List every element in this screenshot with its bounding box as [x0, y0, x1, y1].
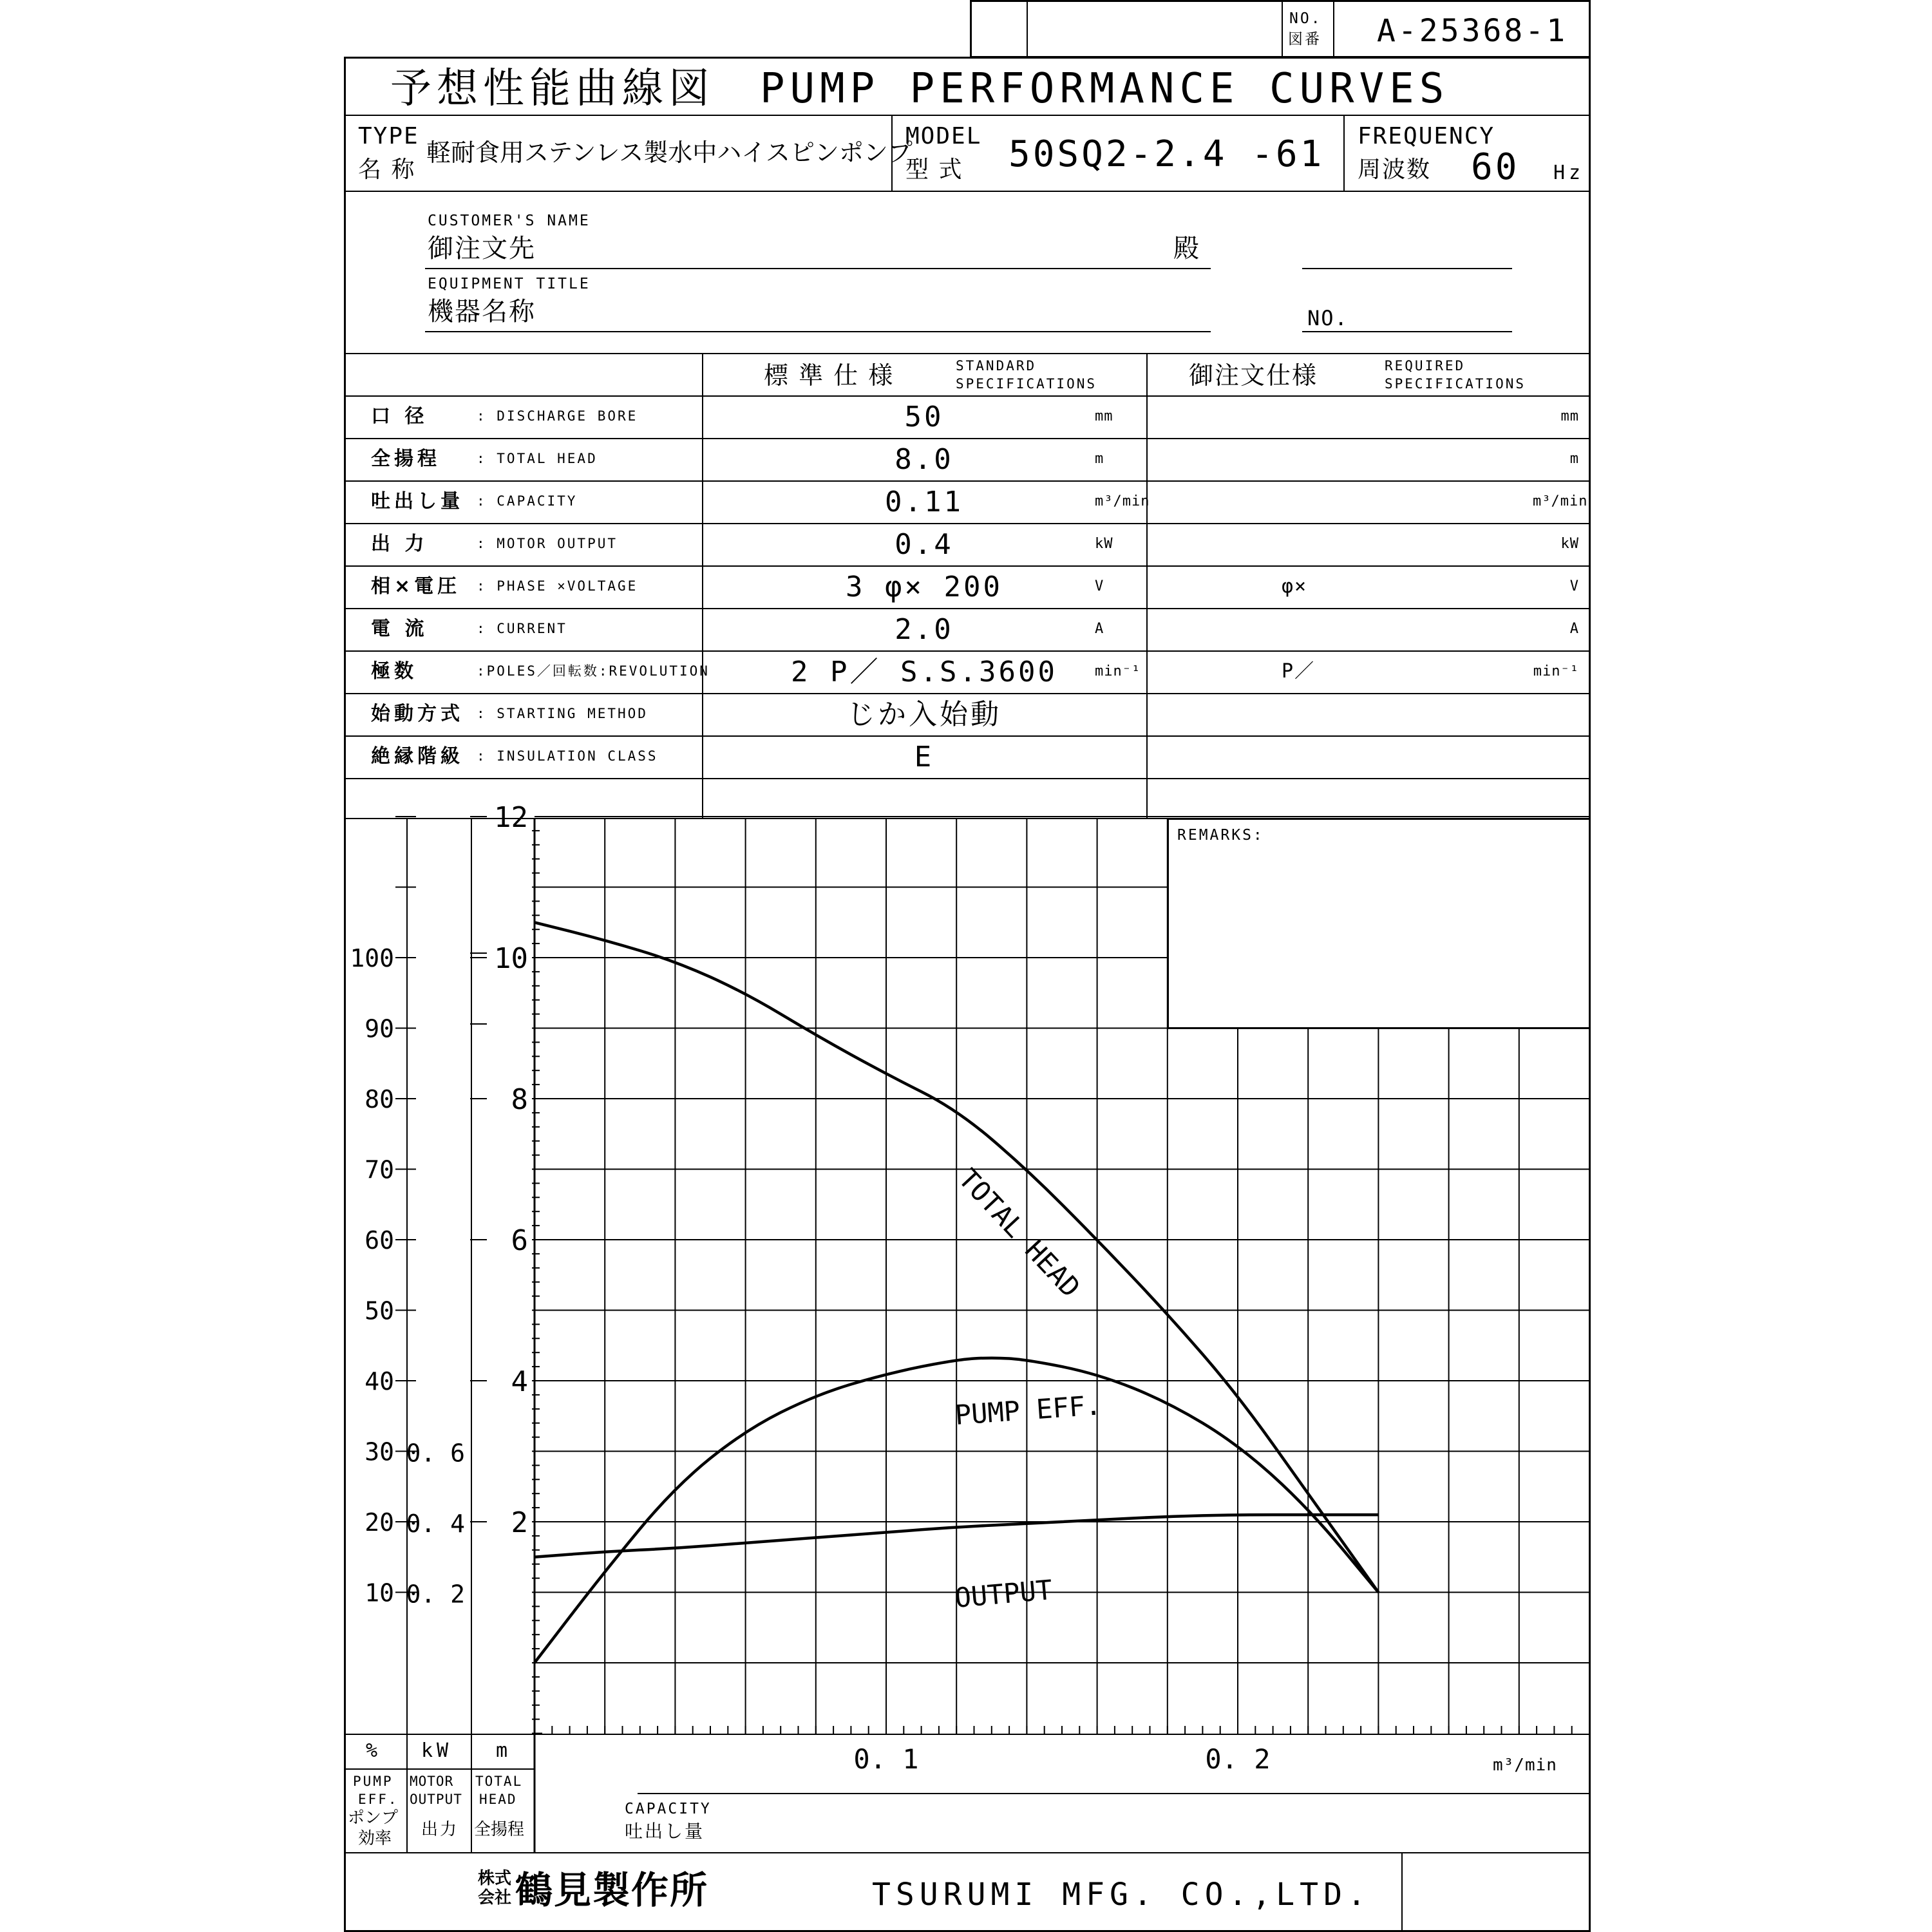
- spec-standard-unit: m: [1095, 451, 1104, 467]
- spec-required-unit: m: [1569, 451, 1579, 467]
- standard-spec-label-jp: 標 準 仕 様: [764, 361, 895, 390]
- divider: [344, 1852, 1591, 1853]
- spec-standard-value: E: [914, 741, 934, 773]
- standard-spec-label-en-1: STANDARD: [956, 358, 1037, 374]
- pump-efficiency-annotation: PUMP EFF.: [954, 1389, 1103, 1431]
- divider: [638, 1793, 1591, 1794]
- model-value: 50SQ2-2.4 -61: [1009, 133, 1325, 175]
- title-jp: 予想性能曲線図: [390, 65, 715, 113]
- efficiency-tick-label: 10: [365, 1578, 394, 1607]
- frequency-value: 60: [1471, 146, 1520, 188]
- efficiency-tick-label: 40: [365, 1367, 394, 1396]
- drawing-no-label-jp: 図番: [1288, 31, 1321, 48]
- type-label: TYPE: [358, 123, 419, 149]
- spec-standard-value: 8.0: [895, 443, 954, 476]
- capacity-unit: m³/min: [1493, 1756, 1557, 1775]
- required-spec-label-en-2: SPECIFICATIONS: [1385, 376, 1526, 392]
- type-value: 軽耐食用ステンレス製水中ハイスピンポンプ: [426, 138, 913, 167]
- eff-label-jp-1: ポンプ: [348, 1808, 399, 1828]
- standard-spec-label-en-2: SPECIFICATIONS: [956, 376, 1097, 392]
- spec-standard-unit: m³/min: [1095, 493, 1150, 509]
- model-label: MODEL: [905, 123, 982, 149]
- eff-label-en-1: PUMP: [353, 1774, 393, 1789]
- output-label-jp: 出力: [421, 1820, 459, 1839]
- spec-required-unit: kW: [1560, 536, 1579, 552]
- spec-label-jp: 相×電圧: [371, 575, 461, 598]
- divider: [344, 1734, 1591, 1735]
- output-annotation: OUTPUT: [953, 1573, 1054, 1614]
- model-label-jp: 型 式: [905, 156, 963, 183]
- eff-unit: %: [366, 1739, 379, 1762]
- efficiency-tick-label: 20: [365, 1508, 394, 1537]
- spec-label-jp: 絶縁階級: [371, 745, 464, 768]
- efficiency-tick-label: 30: [365, 1437, 394, 1466]
- spec-label-en: : INSULATION CLASS: [477, 748, 658, 764]
- spec-standard-unit: A: [1095, 621, 1104, 637]
- head-tick-label: 4: [511, 1365, 528, 1398]
- drawing-number: A-25368-1: [1377, 13, 1568, 49]
- divider: [344, 1768, 535, 1770]
- capacity-label-jp: 吐出し量: [625, 1821, 705, 1842]
- spec-standard-value: 3 φ× 200: [846, 571, 1003, 603]
- spec-required-unit: mm: [1560, 408, 1579, 424]
- spec-required-unit: V: [1569, 578, 1579, 594]
- output-label-en-2: OUTPUT: [410, 1792, 462, 1807]
- capacity-label-en: CAPACITY: [625, 1801, 712, 1817]
- output-tick-label: 0. 6: [406, 1439, 465, 1468]
- efficiency-tick-label: 100: [350, 944, 394, 972]
- spec-required-unit: m³/min: [1533, 493, 1588, 509]
- spec-required-value[interactable]: φ×: [1282, 575, 1308, 598]
- spec-label-en: : CURRENT: [477, 621, 567, 636]
- head-tick-label: 6: [511, 1224, 528, 1257]
- spec-label-en: : TOTAL HEAD: [477, 451, 598, 466]
- spec-label-jp: 電 流: [371, 618, 428, 640]
- spec-label-jp: 出 力: [371, 533, 428, 555]
- frequency-label-jp: 周波数: [1358, 156, 1432, 183]
- remarks-box: [1167, 818, 1591, 1029]
- spec-standard-unit: V: [1095, 578, 1104, 594]
- company-prefix-1: 株式: [478, 1869, 512, 1888]
- customer-name-label: CUSTOMER'S NAME: [428, 213, 591, 229]
- head-tick-label: 2: [511, 1506, 528, 1539]
- required-spec-label-en-1: REQUIRED: [1385, 358, 1466, 374]
- spec-label-en: :POLES／回転数:REVOLUTION: [477, 663, 710, 679]
- spec-standard-value: 0.4: [895, 528, 954, 561]
- head-tick-label: 8: [511, 1083, 528, 1116]
- spec-label-jp: 全揚程: [371, 448, 440, 470]
- head-tick-label: 12: [494, 801, 528, 834]
- spec-required-unit: min⁻¹: [1533, 663, 1579, 679]
- total-head-annotation: TOTAL HEAD: [952, 1162, 1086, 1303]
- spec-required-unit: A: [1569, 621, 1579, 637]
- head-tick-label: 10: [494, 942, 528, 975]
- spec-standard-value: 50: [904, 401, 944, 433]
- spec-standard-unit: kW: [1095, 536, 1113, 552]
- spec-label-jp: 極数: [371, 660, 417, 683]
- output-tick-label: 0. 2: [406, 1580, 465, 1609]
- required-spec-label-jp: 御注文仕様: [1189, 361, 1318, 390]
- efficiency-tick-label: 50: [365, 1296, 394, 1325]
- spec-standard-unit: min⁻¹: [1095, 663, 1141, 679]
- frequency-label: FREQUENCY: [1358, 123, 1495, 149]
- efficiency-tick-label: 60: [365, 1226, 394, 1255]
- spec-label-en: : DISCHARGE BORE: [477, 408, 638, 424]
- capacity-tick-label: 0. 2: [1205, 1743, 1271, 1775]
- spec-label-jp: 口 径: [371, 405, 428, 428]
- frequency-unit: Hz: [1553, 162, 1585, 184]
- remarks-label: REMARKS:: [1177, 827, 1264, 844]
- customer-name-label-jp: 御注文先: [428, 234, 536, 263]
- spec-standard-value: 2 P／ S.S.3600: [791, 656, 1057, 688]
- eff-label-en-2: EFF.: [358, 1792, 399, 1807]
- spec-standard-value: 0.11: [885, 486, 963, 518]
- efficiency-tick-label: 70: [365, 1155, 394, 1184]
- company-name-en: TSURUMI MFG. CO.,LTD.: [872, 1877, 1371, 1913]
- type-label-jp: 名 称: [358, 156, 416, 183]
- company-prefix-2: 会社: [478, 1888, 512, 1908]
- head-unit: m: [496, 1739, 509, 1762]
- spec-standard-value: じか入始動: [847, 698, 1001, 731]
- equipment-title-label: EQUIPMENT TITLE: [428, 276, 591, 292]
- company-name-jp: 鶴見製作所: [515, 1868, 709, 1912]
- customer-honorific: 殿: [1173, 234, 1200, 263]
- spec-label-en: : PHASE ×VOLTAGE: [477, 578, 638, 594]
- capacity-tick-label: 0. 1: [853, 1743, 919, 1775]
- spec-label-en: : CAPACITY: [477, 493, 578, 509]
- divider: [1401, 1852, 1403, 1932]
- output-label-en-1: MOTOR: [410, 1774, 454, 1789]
- title-en: PUMP PERFORMANCE CURVES: [760, 65, 1450, 113]
- output-tick-label: 0. 4: [406, 1510, 465, 1538]
- head-label-en-1: TOTAL: [475, 1774, 523, 1789]
- spec-standard-unit: mm: [1095, 408, 1113, 424]
- efficiency-tick-label: 80: [365, 1085, 394, 1113]
- spec-label-en: : STARTING METHOD: [477, 706, 648, 721]
- efficiency-tick-label: 90: [365, 1014, 394, 1043]
- head-label-jp: 全揚程: [474, 1820, 525, 1839]
- head-label-en-2: HEAD: [479, 1792, 517, 1807]
- drawing-no-label: NO.: [1289, 10, 1322, 27]
- output-unit: kW: [421, 1739, 453, 1762]
- eff-label-jp-2: 効率: [358, 1829, 392, 1848]
- equipment-title-label-jp: 機器名称: [428, 297, 536, 327]
- spec-label-en: : MOTOR OUTPUT: [477, 536, 618, 551]
- spec-standard-value: 2.0: [895, 613, 954, 646]
- equipment-no-label: NO.: [1307, 306, 1349, 330]
- spec-label-jp: 始動方式: [371, 703, 464, 725]
- spec-label-jp: 吐出し量: [371, 490, 464, 513]
- spec-required-value[interactable]: P／: [1282, 660, 1316, 683]
